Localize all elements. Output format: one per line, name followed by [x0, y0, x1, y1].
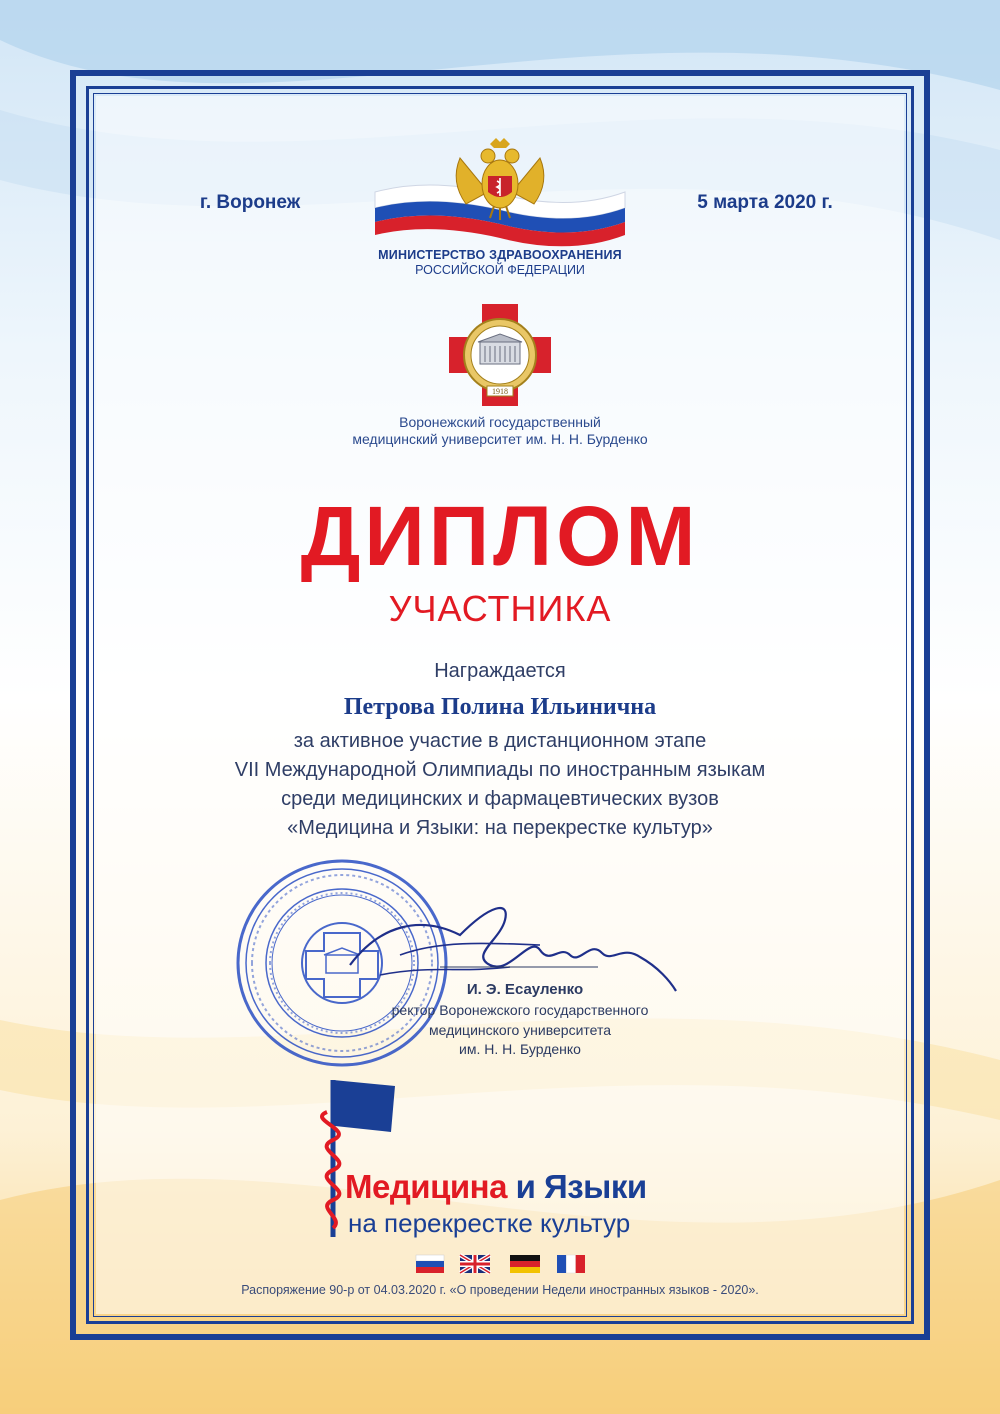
description-line: за активное участие в дистанционном этапе [293, 730, 707, 752]
olympiad-logo-subtitle: на перекрестке культур [348, 1208, 631, 1238]
signatory-title-line: ректор Воронежского государственного [391, 1002, 649, 1018]
city: г. Воронеж [199, 192, 301, 213]
description-line: среди медицинских и фармацевтических вузов [281, 788, 719, 810]
olympiad-logo-title-part1: Медицина [345, 1168, 507, 1205]
footer-note: Распоряжение 90-р от 04.03.2020 г. «О проведении Недели иностранных языков - 2020». [241, 1283, 759, 1297]
university-name-line2: медицинский университет им. Н. Н. Бурденко [352, 431, 648, 447]
emblem-year: 1918 [492, 387, 508, 396]
ministry-subtitle: РОССИЙСКОЙ ФЕДЕРАЦИИ [415, 263, 585, 277]
university-emblem [445, 300, 555, 410]
germany-flag [510, 1255, 540, 1273]
olympiad-logo-title-part2: и Языки [506, 1168, 647, 1205]
russia-flag [416, 1255, 444, 1273]
diploma-title: ДИПЛОМ [300, 489, 700, 583]
ministry-title: МИНИСТЕРСТВО ЗДРАВООХРАНЕНИЯ [378, 248, 622, 262]
awarded-label: Награждается [434, 660, 566, 682]
recipient-name: Петрова Полина Ильинична [343, 694, 657, 720]
diploma-subtitle: УЧАСТНИКА [388, 588, 612, 629]
university-name-line1: Воронежский государственный [399, 414, 601, 430]
description-line: VII Международной Олимпиады по иностранным языкам [234, 759, 766, 781]
ministry-emblem [370, 132, 630, 242]
olympiad-logo-title [345, 1168, 675, 1206]
france-flag [557, 1255, 585, 1273]
signatory-title-line: им. Н. Н. Бурденко [459, 1041, 581, 1057]
signatory-name: И. Э. Есауленко [466, 981, 584, 998]
uk-flag [460, 1255, 490, 1273]
signatory-title-line: медицинского университета [428, 1022, 612, 1038]
description-line: «Медицина и Языки: на перекрестке культур» [287, 817, 713, 839]
date: 5 марта 2020 г. [697, 192, 833, 213]
